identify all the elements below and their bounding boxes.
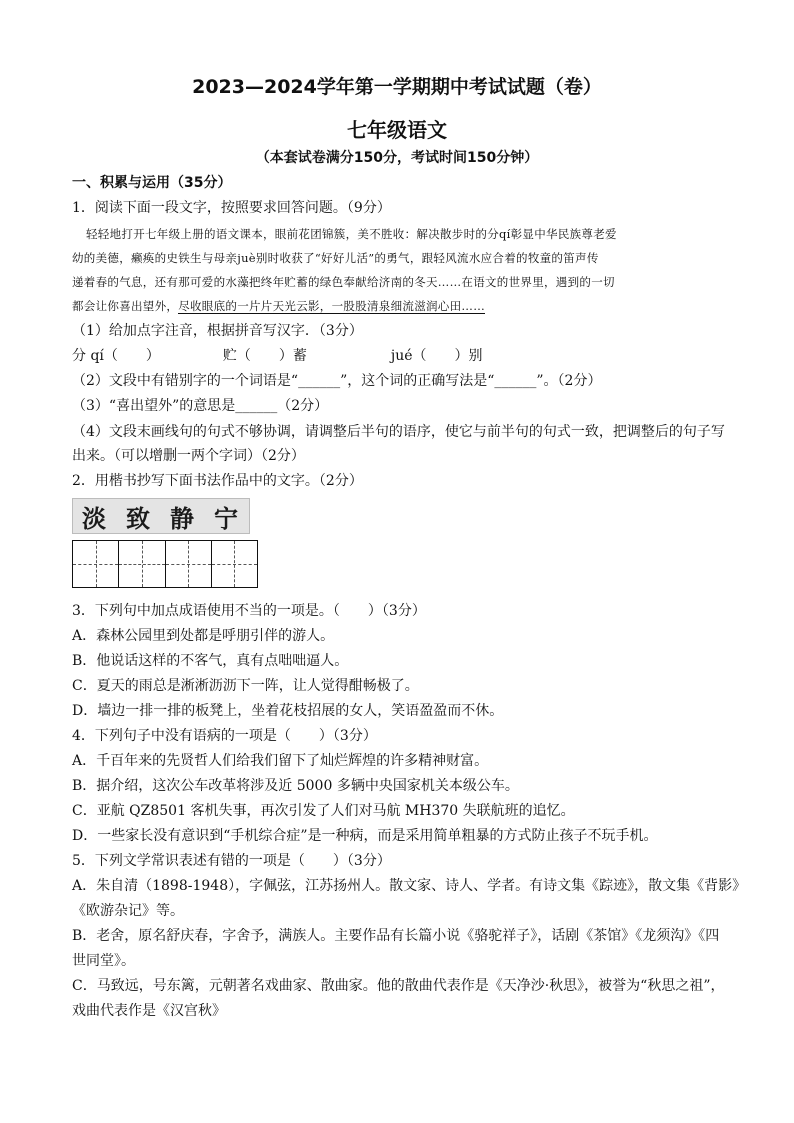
q4-option-d: D．一些家长没有意识到“手机综合症”是一种病，而是采用简单粗暴的方式防止孩子不玩手机。 xyxy=(72,828,658,844)
exam-note: （本套试卷满分150分，考试时间150分钟） xyxy=(255,150,539,166)
q2-prompt: 2．用楷书抄写下面书法作品中的文字。（2分） xyxy=(72,473,363,489)
passage-line: 都会让你喜出望外， xyxy=(72,299,179,313)
q4-option-c: C．亚航 QZ8501 客机失事，再次引发了人们对马航 MH370 失联航班的追忆。 xyxy=(72,803,575,819)
q5-prompt: 5．下列文学常识表述有错的一项是（ ）（3分） xyxy=(72,853,391,869)
q4-option-a: A．千百年来的先贤哲人们给我们留下了灿烂辉煌的许多精神财富。 xyxy=(72,753,489,769)
exam-title: 2023—2024学年第一学期期中考试试题（卷） xyxy=(192,76,602,98)
q1-sub4-cont: 出来。（可以增删一两个字词）（2分） xyxy=(72,448,305,464)
q1-sub4: （4）文段末画线句的句式不够协调，请调整后半句的语序，使它与前半句的句式一致，把调整后的句子写 xyxy=(72,424,725,440)
q3-option-a: A．森林公园里到处都是呼朋引伴的游人。 xyxy=(72,628,335,644)
q4-option-b: B．据介绍，这次公车改革将涉及近 5000 多辆中央国家机关本级公车。 xyxy=(72,778,519,794)
passage-line-last xyxy=(72,298,732,314)
passage-line: 递着春的气息，还有那可爱的水藻把终年贮蓄的绿色奉献给济南的冬天……在语文的世界里，遇到的一切 xyxy=(72,275,615,289)
q5-option-c-cont: 戏曲代表作是《汉宫秋》 xyxy=(72,1003,226,1019)
writing-grid[interactable] xyxy=(72,540,258,588)
q3-option-c: C．夏天的雨总是淅淅沥沥下一阵，让人觉得酣畅极了。 xyxy=(72,678,419,694)
section-heading: 一、积累与运用（35分） xyxy=(72,175,232,191)
q1-sub3: （3）“喜出望外”的意思是______（2分） xyxy=(72,398,329,414)
passage-line: 轻轻地打开七年级上册的语文课本，眼前花团锦簇，美不胜收：解决散步时的分qí彰显中华民族尊老爱 xyxy=(86,227,617,241)
grid-cell[interactable] xyxy=(73,541,119,587)
calligraphy-char: 致 xyxy=(126,503,152,533)
q1-sub2: （2）文段中有错别字的一个词语是“______”，这个词的正确写法是“______”。（2分） xyxy=(72,373,602,389)
q3-option-d: D．墙边一排一排的板凳上，坐着花枝招展的女人，笑语盈盈而不休。 xyxy=(72,703,504,719)
grid-cell[interactable] xyxy=(166,541,212,587)
q5-option-b: B．老舍，原名舒庆春，字舍予，满族人。主要作品有长篇小说《骆驼祥子》，话剧《茶馆》《龙须沟》《四 xyxy=(72,928,720,944)
calligraphy-char: 淡 xyxy=(82,503,108,533)
q1-prompt: 1．阅读下面一段文字，按照要求回答问题。（9分） xyxy=(72,200,391,216)
grid-cell[interactable] xyxy=(119,541,165,587)
passage-line: 幼的美德，癞痪的史铁生与母亲juè别时收获了“好好儿活”的勇气，跟轻风流水应合着的牧童的笛声传 xyxy=(72,251,599,265)
q5-option-a-cont: 《欧游杂记》等。 xyxy=(72,903,184,919)
q3-option-b: B．他说话这样的不客气，真有点咄咄逼人。 xyxy=(72,653,349,669)
underlined-sentence: 尽收眼底的一片片天光云影，一股股清泉细流滋润心田…… xyxy=(178,299,485,313)
grid-cell[interactable] xyxy=(212,541,257,587)
q1-sub1: （1）给加点字注音，根据拼音写汉字．（3分） xyxy=(72,323,363,339)
q4-prompt: 4．下列句子中没有语病的一项是（ ）（3分） xyxy=(72,728,377,744)
calligraphy-char: 静 xyxy=(170,503,196,533)
q5-option-a: A．朱自清（1898-1948），字佩弦，江苏扬州人。散文家、诗人、学者。有诗文集《踪迹》，散文集《背影》 xyxy=(72,878,747,894)
q5-option-b-cont: 世同堂》。 xyxy=(72,953,135,969)
q1-sub1-items: 分 qí（ ） 贮（ ）蓄 jué（ ）别 xyxy=(72,348,483,364)
q5-option-c: C．马致远，号东篱，元朝著名戏曲家、散曲家。他的散曲代表作是《天净沙·秋思》，被誉为“秋思之祖”， xyxy=(72,978,725,994)
calligraphy-char: 宁 xyxy=(214,503,240,533)
calligraphy-image xyxy=(72,498,250,534)
q3-prompt: 3．下列句中加点成语使用不当的一项是。（ ）（3分） xyxy=(72,603,426,619)
exam-subtitle: 七年级语文 xyxy=(347,118,447,142)
